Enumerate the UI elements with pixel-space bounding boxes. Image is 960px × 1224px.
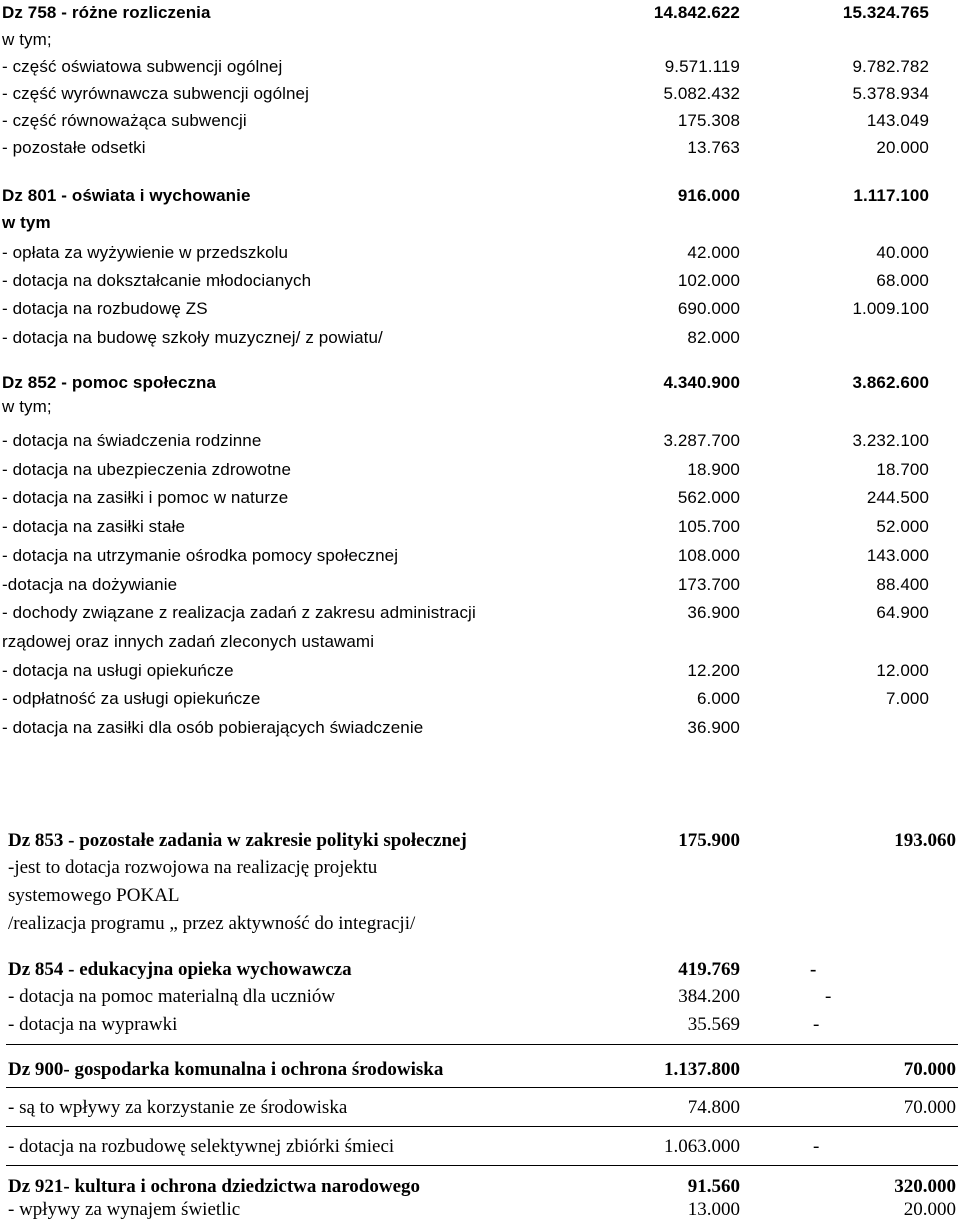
dz900-value-1: 1.137.800 <box>664 1059 740 1080</box>
item-value-1: 42.000 <box>687 243 740 262</box>
dz854-item-row <box>0 1012 960 1038</box>
dz852-item-row <box>0 715 960 741</box>
item-value-1: 36.900 <box>687 718 740 737</box>
dz758-value-1: 14.842.622 <box>653 3 740 22</box>
dz852-item-row <box>0 572 960 598</box>
item-value-1: 108.000 <box>677 546 740 565</box>
item-label: - dotacja na wyprawki <box>8 1014 178 1035</box>
item-label: - część wyrównawcza subwencji ogólnej <box>2 84 309 103</box>
item-value-1: 35.569 <box>687 1014 740 1035</box>
dz758-wtym-row <box>0 27 960 53</box>
dz801-value-1: 916.000 <box>677 186 740 205</box>
item-value-1: 1.063.000 <box>664 1136 740 1157</box>
item-value-2: 244.500 <box>866 488 929 507</box>
dz854-item-row <box>0 984 960 1010</box>
dz853-value-2: 193.060 <box>894 830 956 851</box>
dz801-value-2: 1.117.100 <box>853 186 929 205</box>
dz921-title: Dz 921- kultura i ochrona dziedzictwa narodowego <box>8 1176 421 1197</box>
dz801-wtym-row <box>0 210 960 236</box>
dz854-value-1: 419.769 <box>678 959 740 980</box>
item-value-1: 6.000 <box>696 689 740 708</box>
dz758-item-row <box>0 81 960 107</box>
item-value-2: 143.049 <box>866 111 929 130</box>
dz853-title: Dz 853 - pozostałe zadania w zakresie polityki społecznej <box>8 830 467 851</box>
dz921-value-2: 320.000 <box>894 1176 956 1197</box>
section-divider <box>6 1126 958 1127</box>
item-value-1: 102.000 <box>677 271 740 290</box>
item-label: - wpływy za wynajem świetlic <box>8 1199 241 1220</box>
dz900-heading-row <box>0 1057 960 1083</box>
item-label: - dotacja na rozbudowę ZS <box>2 299 208 318</box>
dz900-item-row <box>0 1134 960 1160</box>
section-divider <box>6 1087 958 1088</box>
dz900-item-row <box>0 1095 960 1121</box>
dz852-item-row <box>0 600 960 626</box>
item-value-2: 40.000 <box>876 243 929 262</box>
item-value-2: 64.900 <box>876 603 929 622</box>
item-value-2: - <box>825 986 832 1007</box>
dz801-item-row <box>0 325 960 351</box>
dz853-note: -jest to dotacja rozwojowa na realizację projektu <box>8 857 378 878</box>
item-label: - dotacja na usługi opiekuńcze <box>2 661 234 680</box>
dz758-item-row <box>0 54 960 80</box>
section-divider <box>6 1165 958 1166</box>
dz852-item-row <box>0 686 960 712</box>
dz854-heading-row <box>0 957 960 983</box>
item-value-2: 143.000 <box>866 546 929 565</box>
item-value-1: 562.000 <box>677 488 740 507</box>
dz801-item-row <box>0 296 960 322</box>
item-label: - są to wpływy za korzystanie ze środowiska <box>8 1097 348 1118</box>
item-value-1: 173.700 <box>677 575 740 594</box>
item-value-1: 175.308 <box>677 111 740 130</box>
item-value-2: 9.782.782 <box>852 57 929 76</box>
item-value-1: 3.287.700 <box>663 431 740 450</box>
item-label: rządowej oraz innych zadań zleconych ustawami <box>2 632 375 651</box>
dz854-title: Dz 854 - edukacyjna opieka wychowawcza <box>8 959 352 980</box>
dz758-wtym: w tym; <box>2 30 52 49</box>
item-value-1: 690.000 <box>677 299 740 318</box>
dz758-heading-row <box>0 0 960 26</box>
item-value-1: 36.900 <box>687 603 740 622</box>
item-label: - dotacja na dokształcanie młodocianych <box>2 271 312 290</box>
dz801-heading-row <box>0 183 960 209</box>
item-value-1: 74.800 <box>687 1097 740 1118</box>
item-value-1: 13.763 <box>687 138 740 157</box>
item-label: - dotacja na zasiłki i pomoc w naturze <box>2 488 289 507</box>
item-value-2: 68.000 <box>876 271 929 290</box>
dz801-item-row <box>0 268 960 294</box>
item-value-2: 1.009.100 <box>852 299 929 318</box>
item-value-1: 9.571.119 <box>664 57 740 76</box>
dz801-title: Dz 801 - oświata i wychowanie <box>2 186 251 205</box>
item-value-2: 70.000 <box>903 1097 956 1118</box>
item-value-1: 384.200 <box>678 986 740 1007</box>
item-label: - dotacja na pomoc materialną dla uczniów <box>8 986 336 1007</box>
item-value-1: 5.082.432 <box>663 84 740 103</box>
item-value-2: 52.000 <box>876 517 929 536</box>
section-divider <box>6 1044 958 1045</box>
dz853-note-row <box>0 883 960 909</box>
dz852-heading-row <box>0 370 960 396</box>
item-value-1: 18.900 <box>687 460 740 479</box>
item-value-2: 20.000 <box>903 1199 956 1220</box>
dz852-value-1: 4.340.900 <box>663 373 740 392</box>
item-label: - dotacja na rozbudowę selektywnej zbiórki śmieci <box>8 1136 395 1157</box>
dz852-item-row <box>0 457 960 483</box>
dz921-value-1: 91.560 <box>687 1176 740 1197</box>
dz852-value-2: 3.862.600 <box>852 373 929 392</box>
dz852-wtym-row <box>0 394 960 420</box>
item-value-2: 5.378.934 <box>852 84 929 103</box>
dz853-note: systemowego POKAL <box>8 885 180 906</box>
item-value-1: 82.000 <box>687 328 740 347</box>
dz852-item-row <box>0 514 960 540</box>
dz852-item-row <box>0 629 960 655</box>
item-value-1: 12.200 <box>687 661 740 680</box>
item-label: - część równoważąca subwencji <box>2 111 247 130</box>
item-value-2: 12.000 <box>876 661 929 680</box>
dz801-item-row <box>0 240 960 266</box>
item-label: - część oświatowa subwencji ogólnej <box>2 57 283 76</box>
item-value-2: 7.000 <box>885 689 929 708</box>
item-label: - dotacja na ubezpieczenia zdrowotne <box>2 460 292 479</box>
item-value-1: 13.000 <box>687 1199 740 1220</box>
dz852-title: Dz 852 - pomoc społeczna <box>2 373 217 392</box>
dz852-item-row <box>0 658 960 684</box>
item-label: - pozostałe odsetki <box>2 138 146 157</box>
item-label: - dotacja na świadczenia rodzinne <box>2 431 262 450</box>
item-label: - dotacja na utrzymanie ośrodka pomocy społecznej <box>2 546 399 565</box>
dz853-note-row <box>0 911 960 937</box>
dz853-note: /realizacja programu „ przez aktywność do integracji/ <box>8 913 416 934</box>
dz921-item-row <box>0 1197 960 1223</box>
item-label: - dotacja na zasiłki stałe <box>2 517 186 536</box>
dz852-item-row <box>0 543 960 569</box>
dz758-item-row <box>0 108 960 134</box>
dz852-item-row <box>0 485 960 511</box>
dz758-item-row <box>0 135 960 161</box>
item-value-2: - <box>813 1014 820 1035</box>
item-value-1: 105.700 <box>677 517 740 536</box>
dz758-value-2: 15.324.765 <box>842 3 929 22</box>
dz853-value-1: 175.900 <box>678 830 740 851</box>
item-value-2: 18.700 <box>876 460 929 479</box>
dz853-note-row <box>0 855 960 881</box>
dz758-title: Dz 758 - różne rozliczenia <box>2 3 211 22</box>
dz854-value-2: - <box>810 959 817 980</box>
dz900-value-2: 70.000 <box>903 1059 956 1080</box>
dz853-heading-row <box>0 828 960 854</box>
item-value-2: - <box>813 1136 820 1157</box>
dz852-wtym: w tym; <box>2 397 52 416</box>
item-label: - dotacja na zasiłki dla osób pobierających świadczenie <box>2 718 424 737</box>
item-label: -dotacja na dożywianie <box>2 575 178 594</box>
item-label: - dochody związane z realizacja zadań z zakresu administracji <box>2 603 476 622</box>
item-label: - odpłatność za usługi opiekuńcze <box>2 689 261 708</box>
dz852-item-row <box>0 428 960 454</box>
item-label: - dotacja na budowę szkoły muzycznej/ z powiatu/ <box>2 328 383 347</box>
item-label: - opłata za wyżywienie w przedszkolu <box>2 243 289 262</box>
dz900-title: Dz 900- gospodarka komunalna i ochrona środowiska <box>8 1059 444 1080</box>
dz801-wtym: w tym <box>2 213 51 232</box>
item-value-2: 3.232.100 <box>852 431 929 450</box>
item-value-2: 20.000 <box>876 138 929 157</box>
item-value-2: 88.400 <box>876 575 929 594</box>
